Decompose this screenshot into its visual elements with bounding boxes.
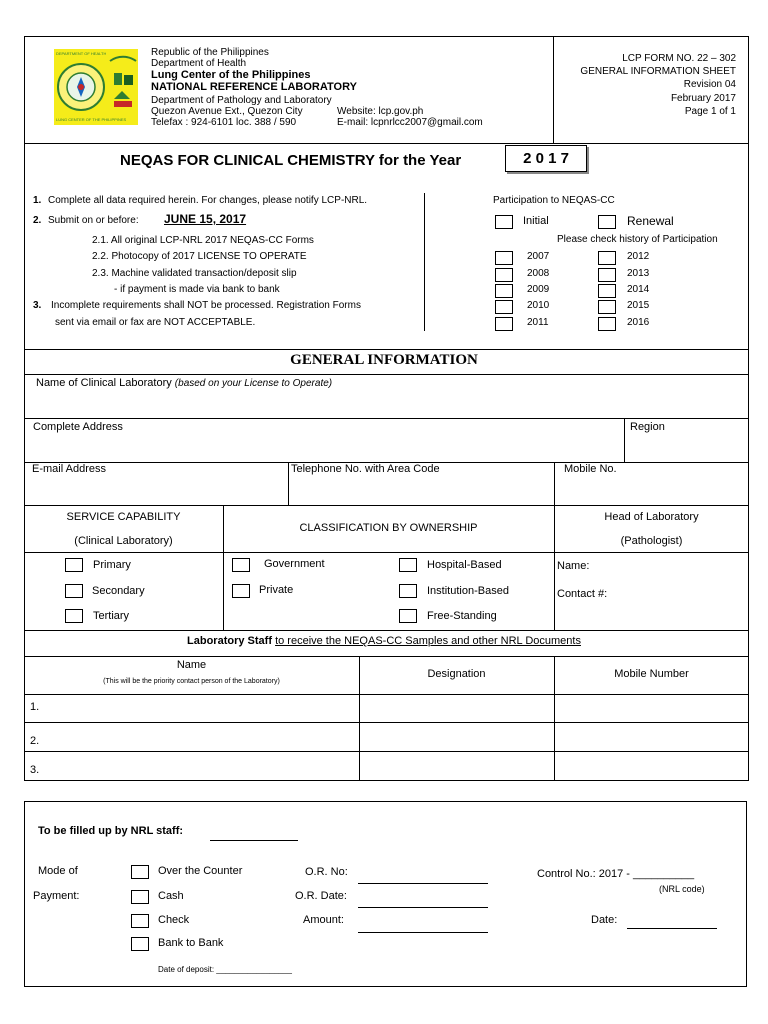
amount-label: Amount: — [303, 914, 344, 926]
head-contact-label: Contact #: — [557, 588, 608, 600]
staff-1-mobile-input[interactable] — [559, 698, 744, 718]
primary-label: Primary — [93, 559, 131, 571]
header-republic: Republic of the Philippines — [151, 47, 269, 58]
year-2014-label: 2014 — [627, 284, 650, 295]
check-checkbox[interactable] — [131, 914, 149, 928]
government-checkbox[interactable] — [232, 558, 250, 572]
form-page: Page 1 of 1 — [684, 106, 736, 117]
year-2010-label: 2010 — [527, 300, 550, 311]
lab-name-label — [36, 377, 332, 389]
service-cap-sub: (Clinical Laboratory) — [74, 535, 173, 547]
private-checkbox[interactable] — [232, 584, 250, 598]
bank-to-bank-checkbox[interactable] — [131, 937, 149, 951]
instr-3-note: sent via email or fax are NOT ACCEPTABLE. — [55, 317, 256, 328]
free-standing-label: Free-Standing — [427, 610, 497, 622]
staff-1-designation-input[interactable] — [364, 698, 549, 718]
hospital-based-checkbox[interactable] — [399, 558, 417, 572]
email-label: E-mail Address — [32, 463, 106, 475]
telephone-label: Telephone No. with Area Code — [291, 463, 440, 475]
year-2007-checkbox[interactable] — [495, 251, 513, 265]
mobile-label: Mobile No. — [564, 463, 617, 475]
contact-bottom-line — [24, 505, 749, 506]
instr-3: Incomplete requirements shall NOT be processed. Registration Forms — [51, 300, 361, 311]
general-heading: GENERAL INFORMATION — [290, 352, 478, 368]
head-lab-heading: Head of Laboratory — [604, 511, 699, 523]
nrl-code-note: (NRL code) — [659, 884, 705, 894]
instr-2: Submit on or before: — [48, 215, 139, 226]
tertiary-checkbox[interactable] — [65, 609, 83, 623]
lab-name-bottom-line — [24, 418, 749, 419]
nrl-date-label: Date: — [591, 914, 618, 926]
year-2015-label: 2015 — [627, 300, 650, 311]
header-lab: NATIONAL REFERENCE LABORATORY — [151, 81, 357, 93]
form-revision: Revision 04 — [683, 79, 736, 90]
header-dept-pathology: Department of Pathology and Laboratory — [151, 95, 332, 106]
or-date-line — [358, 907, 488, 908]
staff-heading-b: to receive the NEQAS-CC Samples and other NRL Documents — [275, 635, 581, 647]
form-title: GENERAL INFORMATION SHEET — [580, 66, 736, 77]
free-standing-checkbox[interactable] — [399, 609, 417, 623]
cash-label: Cash — [158, 890, 184, 902]
head-lab-sub: (Pathologist) — [620, 535, 683, 547]
year-2015-checkbox[interactable] — [598, 300, 616, 314]
instr-3-num: 3. — [33, 300, 42, 311]
col-name-note-text: This will be the priority contact person of the Laboratory — [105, 678, 278, 685]
lab-name-label-text: Name of Clinical Laboratory — [36, 377, 172, 389]
hospital-based-label: Hospital-Based — [427, 559, 502, 571]
staff-heading — [0, 635, 768, 647]
instr-1-num: 1. — [33, 195, 42, 206]
over-counter-label: Over the Counter — [158, 865, 243, 877]
renewal-checkbox[interactable] — [598, 215, 616, 229]
secondary-checkbox[interactable] — [65, 584, 83, 598]
year-2008-checkbox[interactable] — [495, 268, 513, 282]
secondary-label: Secondary — [92, 585, 145, 597]
nrl-date-line — [627, 928, 717, 929]
deadline-date: JUNE 15, 2017 — [164, 212, 247, 226]
year-2008-label: 2008 — [527, 268, 550, 279]
institution-based-checkbox[interactable] — [399, 584, 417, 598]
amount-line — [358, 932, 488, 933]
history-note: Please check history of Participation — [557, 234, 718, 245]
participation-title: Participation to NEQAS-CC — [493, 195, 615, 206]
header-email: E-mail: lcpnrlcc2007@gmail.com — [337, 117, 483, 128]
col-designation-header: Designation — [427, 668, 486, 680]
address-input[interactable] — [33, 438, 618, 458]
year-2009-label: 2009 — [527, 284, 550, 295]
over-counter-checkbox[interactable] — [131, 865, 149, 879]
col-mobile-header: Mobile Number — [614, 668, 689, 680]
staff-2-name-input[interactable] — [46, 727, 354, 747]
year-2011-label: 2011 — [527, 317, 549, 328]
private-label: Private — [259, 584, 294, 596]
staff-2-mobile-input[interactable] — [559, 727, 744, 747]
instr-2-2: 2.2. Photocopy of 2017 LICENSE TO OPERATE — [92, 251, 307, 262]
staff-3-name-input[interactable] — [46, 756, 354, 776]
telephone-input[interactable] — [291, 480, 549, 500]
primary-checkbox[interactable] — [65, 558, 83, 572]
col-name-header: Name — [176, 659, 207, 671]
payment-label: Payment: — [33, 890, 80, 902]
form-date: February 2017 — [670, 93, 736, 104]
staff-row1-line — [24, 722, 749, 723]
address-label: Complete Address — [33, 421, 123, 433]
lab-name-note: (based on your License to Operate) — [174, 378, 333, 389]
region-label: Region — [630, 421, 665, 433]
general-top-line — [24, 349, 749, 350]
staff-row-3: 3. — [30, 764, 40, 776]
staff-2-designation-input[interactable] — [364, 727, 549, 747]
instr-2-1: 2.1. All original LCP-NRL 2017 NEQAS-CC Forms — [92, 235, 314, 246]
header-divider — [553, 36, 554, 143]
year-2011-checkbox[interactable] — [495, 317, 513, 331]
logo1-text: DEPARTMENT OF HEALTH — [56, 51, 106, 56]
capability-bottom-line — [24, 630, 749, 631]
or-no-label: O.R. No: — [305, 866, 348, 878]
instr-2-num: 2. — [33, 215, 42, 226]
year-2013-checkbox[interactable] — [598, 268, 616, 282]
nrl-staff-line — [210, 840, 298, 841]
staff-row-1: 1. — [30, 701, 40, 713]
control-no-label: Control No.: 2017 - __________ — [537, 868, 695, 880]
year-value: 2 0 1 7 — [523, 150, 569, 167]
page-title: NEQAS FOR CLINICAL CHEMISTRY for the Year — [120, 152, 462, 169]
deposit-date-label: Date of deposit: _________________ — [158, 965, 292, 974]
year-2009-checkbox[interactable] — [495, 284, 513, 298]
form-meta — [560, 53, 736, 119]
staff-heading-a: Laboratory Staff — [187, 635, 272, 647]
header-bottom-line — [24, 143, 749, 144]
year-2012-checkbox[interactable] — [598, 251, 616, 265]
head-name-input[interactable] — [597, 556, 743, 576]
region-input[interactable] — [630, 438, 742, 458]
staff-row-2: 2. — [30, 735, 40, 747]
year-2013-label: 2013 — [627, 268, 650, 279]
staff-1-name-input[interactable] — [46, 698, 354, 718]
year-2010-checkbox[interactable] — [495, 300, 513, 314]
year-box — [505, 145, 587, 172]
logo2-text: LUNG CENTER OF THE PHILIPPINES — [56, 117, 127, 122]
year-2016-label: 2016 — [627, 317, 650, 328]
staff-row2-line — [24, 751, 749, 752]
renewal-label: Renewal — [627, 214, 674, 228]
capability-header-line — [24, 552, 749, 553]
email-divider — [288, 462, 289, 505]
header-telefax: Telefax : 924-6101 loc. 388 / 590 — [151, 117, 297, 128]
year-2016-checkbox[interactable] — [598, 317, 616, 331]
instructions-divider — [424, 193, 425, 331]
staff-heading-line — [24, 656, 749, 657]
logo-text-holder — [54, 49, 138, 125]
col-name-note: (This will be the priority contact person of the Laboratory) — [103, 678, 280, 685]
year-2012-label: 2012 — [627, 251, 650, 262]
header-address: Quezon Avenue Ext., Quezon City — [151, 106, 303, 117]
service-cap-heading: SERVICE CAPABILITY — [66, 511, 181, 523]
header-website: Website: lcp.gov.ph — [337, 106, 424, 117]
instr-2-3: 2.3. Machine validated transaction/deposit slip — [92, 268, 297, 279]
cash-checkbox[interactable] — [131, 890, 149, 904]
staff-3-designation-input[interactable] — [364, 756, 549, 776]
instr-2-3-note: - if payment is made via bank to bank — [114, 284, 280, 295]
region-divider — [624, 418, 625, 462]
lab-name-input[interactable] — [36, 394, 736, 414]
nrl-filled-by: To be filled up by NRL staff: — [38, 825, 184, 837]
head-contact-input[interactable] — [618, 584, 743, 604]
bank-to-bank-label: Bank to Bank — [158, 937, 224, 949]
form-number: LCP FORM NO. 22 – 302 — [622, 53, 736, 64]
or-no-line — [358, 883, 488, 884]
initial-checkbox[interactable] — [495, 215, 513, 229]
general-heading-line — [24, 374, 749, 375]
staff-col-divider-2 — [554, 656, 555, 781]
header-center: Lung Center of the Philippines — [151, 69, 311, 81]
staff-header-line — [24, 694, 749, 695]
header-department: Department of Health — [151, 58, 247, 69]
government-label: Government — [264, 558, 325, 570]
classification-heading: CLASSIFICATION BY OWNERSHIP — [299, 522, 478, 534]
email-input[interactable] — [32, 480, 282, 500]
staff-col-divider-1 — [359, 656, 360, 781]
check-label: Check — [158, 914, 190, 926]
mode-label: Mode of — [38, 865, 78, 877]
mobile-input[interactable] — [564, 480, 742, 500]
year-2014-checkbox[interactable] — [598, 284, 616, 298]
head-name-label: Name: — [557, 560, 590, 572]
tertiary-label: Tertiary — [93, 610, 130, 622]
initial-label: Initial — [523, 215, 549, 227]
instr-1: Complete all data required herein. For changes, please notify LCP-NRL. — [48, 195, 368, 206]
year-2007-label: 2007 — [527, 251, 550, 262]
or-date-label: O.R. Date: — [295, 890, 347, 902]
staff-3-mobile-input[interactable] — [559, 756, 744, 776]
institution-based-label: Institution-Based — [427, 585, 509, 597]
